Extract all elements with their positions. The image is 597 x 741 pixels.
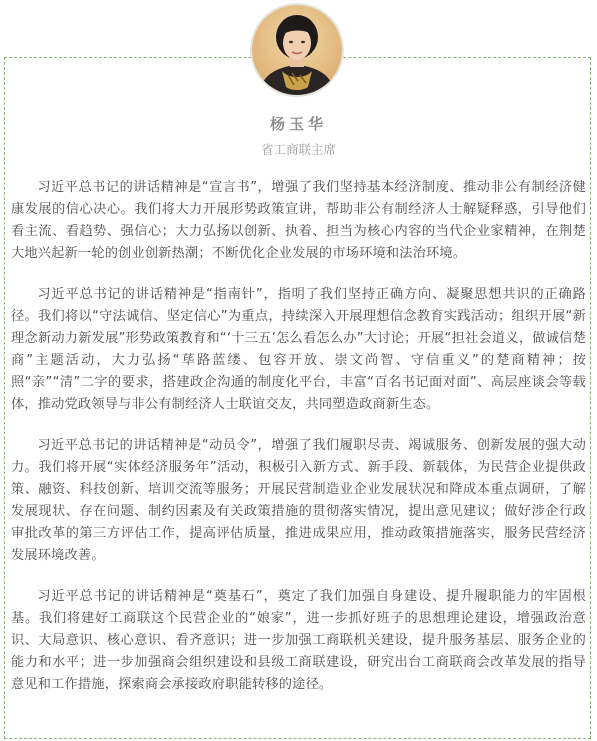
person-name: 杨玉华 [269, 115, 327, 133]
paragraph-4: 习近平总书记的讲话精神是“奠基石”，奠定了我们加强自身建设、提升履职能力的牢固根基。我们将建好工商联这个民营企业的“娘家”，进一步抓好班子的思想理论建设，增强政治意识、大局意识、核心意识、看齐意识；进一步加强工商联机关建设，提升服务基层、服务企业的能力和水平；进一步加强商会组织建设和县级工商联建设，研究出台工商联商会改革发展的指导意见和工作措施，探索商会承接政府职能转移的途径。 [11, 589, 586, 692]
article-body [11, 177, 586, 715]
avatar [250, 3, 344, 97]
person-title: 省工商联主席 [260, 142, 336, 157]
paragraph-3: 习近平总书记的讲话精神是“动员令”，增强了我们履职尽责、竭诚服务、创新发展的强大动力。我们将开展“实体经济服务年”活动，积极引入新方式、新手段、新载体，为民营企业提供政策、融资、科技创新、培训交流等服务；开展民营制造业企业发展状况和降成本重点调研，了解发展现状、存在问题、制约因素及有关政策措施的贯彻落实情况，提出意见建议；做好涉企行政审批改革的第三方评估工作，提高评估质量，推进成果应用，推动政策措施落实，服务民营经济发展环境改善。 [11, 438, 586, 563]
paragraph-2: 习近平总书记的讲话精神是“指南针”，指明了我们坚持正确方向、凝聚思想共识的正确路径。我们将以“守法诚信、坚定信心”为重点，持续深入开展理想信念教育实践活动；组织开展“新理念新动力新发展”形势政策教育和“‘十三五’怎么看怎么办”大讨论；开展“担社会道义，做诚信楚商”主题活动，大力弘扬“荜路蓝缕、包容开放、崇文尚智、守信重义”的楚商精神；按照“亲”“清”二字的要求，搭建政企沟通的制度化平台，丰富“百名书记面对面”、高层座谈会等载体，推动党政领导与非公有制经济人士联谊交友，共同塑造政商新生态。 [11, 287, 586, 412]
portrait-photo-icon [252, 5, 342, 95]
paragraph-1: 习近平总书记的讲话精神是“宣言书”，增强了我们坚持基本经济制度、推动非公有制经济健康发展的信心决心。我们将大力开展形势政策宣讲，帮助非公有制经济人士解疑释惑，引导他们看主流、看趋势、强信心；大力弘扬以创新、执着、担当为核心内容的当代企业家精神，在荆楚大地兴起新一轮的创业创新热潮；不断优化企业发展的市场环境和法治环境。 [11, 180, 586, 261]
